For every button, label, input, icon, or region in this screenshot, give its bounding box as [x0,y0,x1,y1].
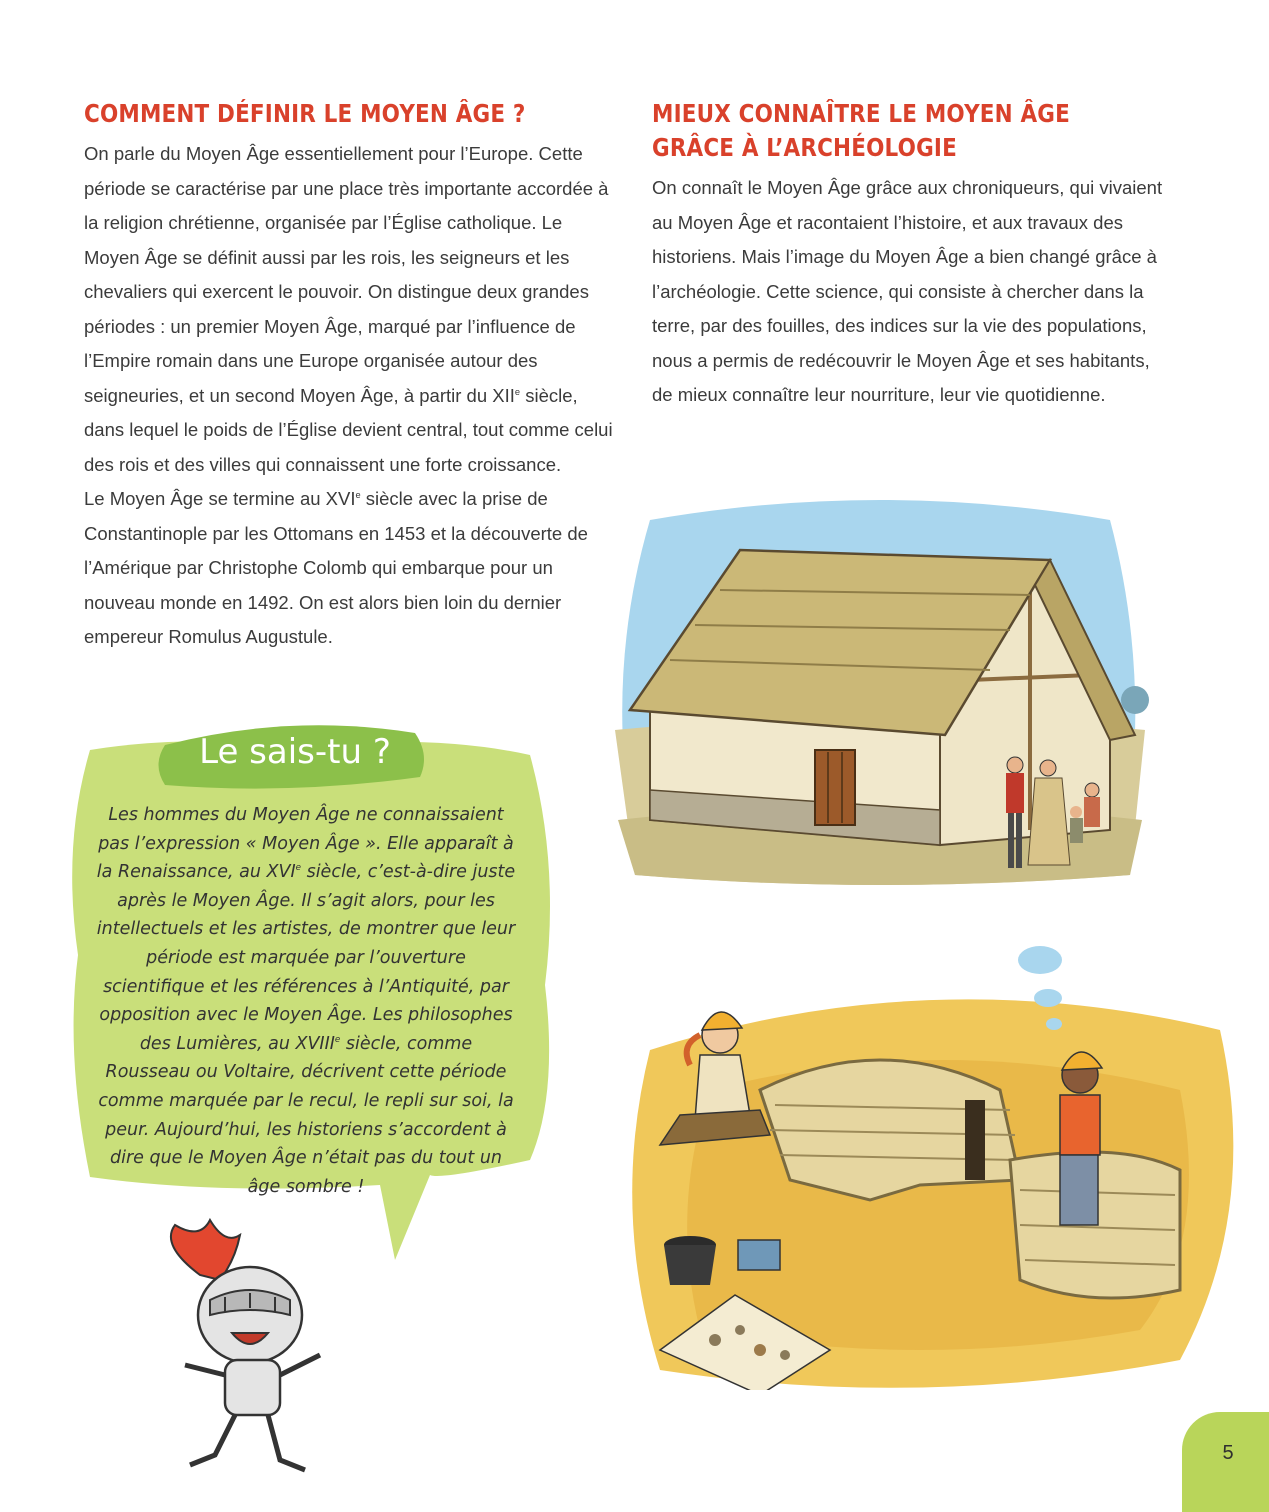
tip-title: Le sais-tu ? [199,732,391,772]
medieval-house-illustration [610,490,1150,890]
definition-text [84,137,614,655]
archaeology-paragraph: On connaît le Moyen Âge grâce aux chroniqueurs, qui vivaient au Moyen Âge et racontaient l’histoire, et aux travaux des historiens. Mais l’image du Moyen Âge a bien changé grâce à l’archéologie. Cette science, qui consiste à chercher dans la terre, par des fouilles, des indices sur la vie des populations, nous a permis de redécouvrir le Moyen Âge et ses habitants, de mieux connaître leur nourriture, leur vie quotidienne. [652,177,1163,405]
page-number: 5 [1222,1442,1234,1464]
definition-paragraph-2: Le Moyen Âge se termine au XVIe siècle avec la prise de Constantinople par les Ottomans en 1453 et la découverte de l’Amérique par Christophe Colomb qui embarque pour un nouveau monde en 1492. On est alors bien loin du dernier empereur Romulus Augustule. [84,488,588,647]
page-number-badge [1182,1412,1269,1512]
definition-paragraph-1: On parle du Moyen Âge essentiellement pour l’Europe. Cette période se caractérise par une place très importante accordée à la religion chrétienne, organisée par l’Église catholique. Le Moyen Âge se définit aussi par les rois, les seigneurs et les chevaliers qui exercent le pouvoir. On distingue deux grandes périodes : un premier Moyen Âge, marqué par l’influence de l’Empire romain dans une Europe organisée autour des seigneuries, et un second Moyen Âge, à partir du XIIe siècle, dans lequel le poids de l’Église devient central, tout comme celui des rois et des villes qui connaissent une forte croissance. [84,143,613,475]
section-heading-definition: COMMENT DÉFINIR LE MOYEN ÂGE ? [84,99,526,128]
heading-line-1: MIEUX CONNAÎTRE LE MOYEN ÂGE [652,99,1070,128]
section-heading-archaeology [652,97,1185,165]
heading-line-2: GRÂCE À L’ARCHÉOLOGIE [652,133,957,162]
knight-mascot-illustration [140,1215,370,1495]
tip-text: Les hommes du Moyen Âge ne connaissaient pas l’expression « Moyen Âge ». Elle apparaît à la Renaissance, au XVIe siècle, c’est-à-dire juste après le Moyen Âge. Il s’agit alors, pour les intellectuels et les artistes, de montrer que leur période est marquée par l’ouverture scientifique et les références à l’Antiquité, par opposition avec le Moyen Âge. Les philosophes des Lumières, au XVIIIe siècle, comme Rousseau ou Voltaire, décrivent cette période comme marquée par le recul, le repli sur soi, la peur. Aujourd’hui, les historiens s’accordent à dire que le Moyen Âge n’était pas du tout un âge sombre ! [96,805,516,1197]
archaeological-dig-illustration [620,940,1240,1390]
archaeology-text [652,171,1172,413]
